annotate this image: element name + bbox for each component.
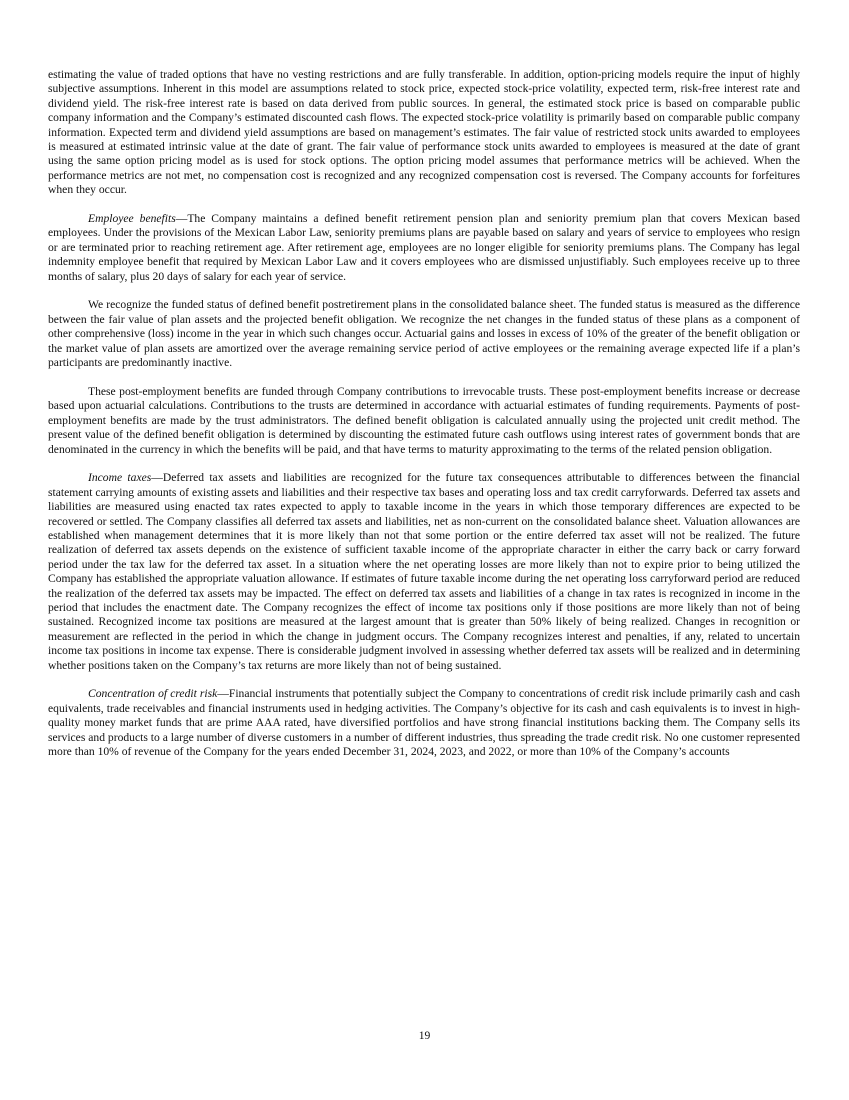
paragraph-funded-status <box>48 298 800 370</box>
paragraph-concentration-of-credit-risk <box>48 687 800 759</box>
document-page <box>48 68 800 774</box>
paragraph-income-taxes <box>48 471 800 673</box>
paragraph-employee-benefits <box>48 212 800 284</box>
paragraph-text: estimating the value of traded options that have no vesting restrictions and are fully transferable. In addition, option-pricing models require the input of highly subjective assumptions. Inherent in this model are assumptions related to stock price, expected stock-price volatility, expected term, risk-free interest rate and dividend yield. The risk-free interest rate is based on data derived from public sources. In general, the estimated stock price is based on comparable public company information and the Company’s estimated discounted cash flows. The expected stock-price volatility is primarily based on comparable public company information. Expected term and dividend yield assumptions are based on management’s estimates. The fair value of restricted stock units awarded to employees is measured at estimated intrinsic value at the date of grant. The fair value of performance stock units awarded to employees is measured at the date of grant using the same option pricing model as is used for stock options. The option pricing model assumes that performance metrics will be achieved. When the performance metrics are not met, no compensation cost is recognized and any recognized compensation cost is reversed. The Company accounts for forfeitures when they occur. <box>48 68 800 197</box>
paragraph-stock-compensation-continued <box>48 68 800 198</box>
paragraph-post-employment-benefits <box>48 385 800 457</box>
paragraph-text: We recognize the funded status of defined benefit postretirement plans in the consolidated balance sheet. The funded status is measured as the difference between the fair value of plan assets and the projected benefit obligation. We recognize the net changes in the funded status of these plans as a component of other comprehensive (loss) income in the year in which such changes occur. Actuarial gains and losses in excess of 10% of the greater of the benefit obligation or the market value of plan assets are amortized over the average remaining service period of active employees or the remaining average expected life if a plan’s participants are predominantly inactive. <box>48 298 800 370</box>
page-number: 19 <box>418 1029 431 1042</box>
section-heading-employee-benefits: Employee benefits <box>88 212 176 226</box>
section-heading-income-taxes: Income taxes <box>88 471 152 485</box>
paragraph-text: —Deferred tax assets and liabilities are recognized for the future tax consequences attributable to differences between the financial statement carrying amounts of existing assets and liabilities and their respective tax bases and operating loss and tax credit carryforwards. Deferred tax assets and liabilities are measured using enacted tax rates expected to apply to taxable income in the years in which those temporary differences are expected to be recovered or settled. The Company classifies all deferred tax assets and liabilities, net as non-current on the consolidated balance sheet. Valuation allowances are established when management determines that it is more likely than not that some portion or the entire deferred tax asset will not be realized. The future realization of deferred tax assets depends on the existence of sufficient taxable income of the appropriate character in either the carry back or carry forward period under the tax law for the deferred tax asset. In a situation where the net operating losses are more likely than not to expire prior to being utilized the Company has established the appropriate valuation allowance. If estimates of future taxable income during the net operating loss carryforward period are reduced the realization of the deferred tax assets may be impacted. The effect on deferred tax assets and liabilities of a change in tax rates is recognized in income in the period that includes the enactment date. The Company recognizes the effect of income tax positions only if those positions are more likely than not of being sustained. Recognized income tax positions are measured at the largest amount that is greater than 50% likely of being realized. Changes in recognition or measurement are reflected in the period in which the change in judgment occurs. The Company recognizes interest and penalties, if any, related to uncertain income tax positions in income tax expense. There is considerable judgment involved in assessing whether deferred tax assets will be realized and in determining whether positions taken on the Company’s tax returns are more likely than not of being sustained. <box>48 471 800 672</box>
paragraph-text: —Financial instruments that potentially subject the Company to concentrations of credit risk include primarily cash and cash equivalents, trade receivables and financial instruments used in hedging activities. The Company’s objective for its cash and cash equivalents is to invest in high-quality money market funds that are prime AAA rated, have diversified portfolios and have strong financial institutions backing them. The Company sells its services and products to a large number of diverse customers in a number of different industries, thus spreading the trade credit risk. No one customer represented more than 10% of revenue of the Company for the years ended December 31, 2024, 2023, and 2022, or more than 10% of the Company’s accounts <box>48 687 800 759</box>
paragraph-text: These post-employment benefits are funded through Company contributions to irrevocable trusts. These post-employment benefits increase or decrease based upon actuarial calculations. Contributions to the trusts are determined in accordance with actuarial estimates of funding requirements. Payments of post-employment benefits are made by the trust administrators. The defined benefit obligation is calculated annually using the projected unit credit method. The present value of the defined benefit obligation is determined by discounting the estimated future cash outflows using interest rates of government bonds that are denominated in the currency in which the benefits will be paid, and that have terms to maturity approximating to the terms of the related pension obligation. <box>48 384 800 456</box>
section-heading-concentration-of-credit-risk: Concentration of credit risk <box>88 687 218 701</box>
paragraph-text: —The Company maintains a defined benefit retirement pension plan and seniority premium plan that covers Mexican based employees. Under the provisions of the Mexican Labor Law, seniority premiums plans are payable based on salary and years of service to employees who resign or are terminated prior to reaching retirement age. After retirement age, employees are no longer eligible for seniority premiums plans. The Company has legal indemnity employee benefit that required by Mexican Labor Law and it covers employees who are dismissed unjustifiably. Such employees receive up to three months of salary, plus 20 days of salary for each year of service. <box>48 212 801 283</box>
